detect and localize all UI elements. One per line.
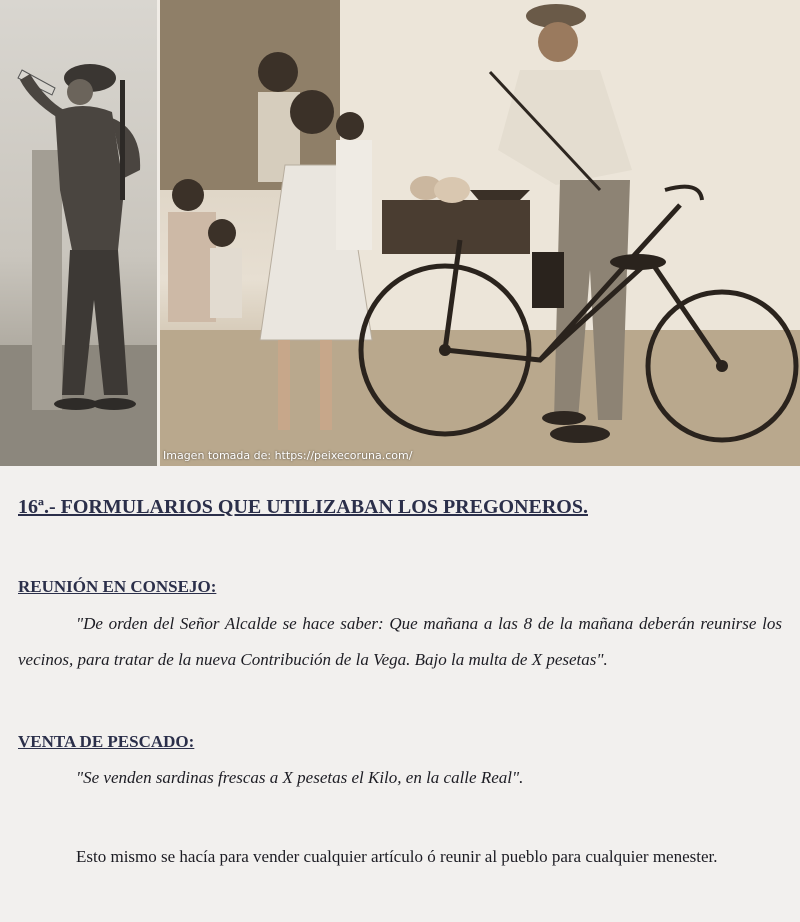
document-body — [0, 466, 800, 922]
town-crier-photo — [0, 0, 157, 466]
section-text-venta: "Se venden sardinas frescas a X pesetas el Kilo, en la calle Real". — [76, 768, 524, 787]
section-heading-reunion: REUNIÓN EN CONSEJO: — [18, 577, 217, 596]
town-crier-illustration — [0, 0, 157, 466]
document-title: 16ª.- FORMULARIOS QUE UTILIZABAN LOS PREGONEROS. — [18, 496, 588, 518]
image-credit-caption: Imagen tomada de: https://peixecoruna.com/ — [163, 449, 413, 462]
fish-vendor-photo — [160, 0, 800, 466]
section-heading-venta: VENTA DE PESCADO: — [18, 732, 195, 751]
fish-vendor-illustration — [160, 0, 800, 466]
section-text-reunion: "De orden del Señor Alcalde se hace saber: Que mañana a las 8 de la mañana deberán reunirse los vecinos, para tratar de la nueva Contribución de la Vega. Bajo la multa de X pesetas". — [18, 614, 782, 669]
closing-paragraph: Esto mismo se hacía para vender cualquier artículo ó reunir al pueblo para cualquier menester. — [76, 847, 718, 866]
